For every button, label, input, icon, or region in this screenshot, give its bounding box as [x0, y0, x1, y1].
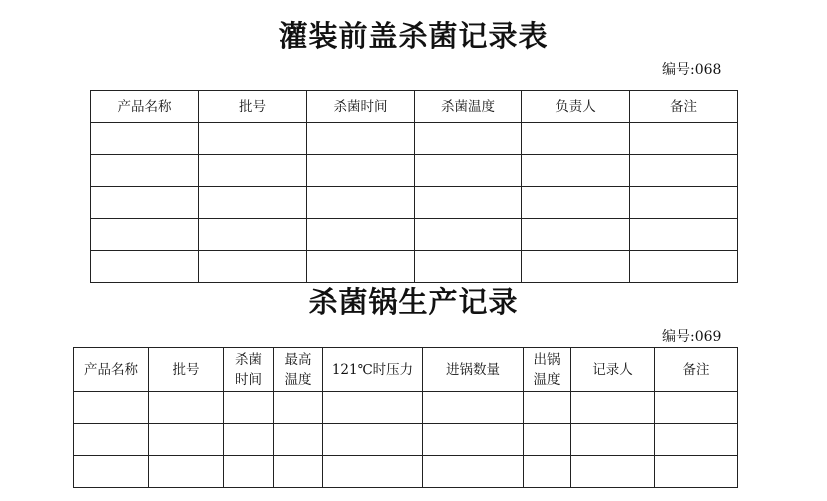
blank-cell: [524, 456, 571, 488]
column-header: 产品名称: [91, 91, 199, 123]
blank-cell: [224, 456, 274, 488]
column-header-line1: 出锅: [533, 351, 561, 368]
blank-cell: [74, 456, 149, 488]
blank-cell: [415, 123, 522, 155]
column-header: [224, 348, 274, 392]
blank-cell: [522, 123, 630, 155]
column-header: 批号: [199, 91, 307, 123]
column-header-line1: 杀菌: [235, 351, 262, 368]
blank-cell: [91, 123, 199, 155]
blank-cell: [323, 424, 423, 456]
blank-cell: [307, 251, 415, 283]
column-header: 杀菌时间: [307, 91, 415, 123]
blank-cell: [74, 424, 149, 456]
blank-cell: [522, 155, 630, 187]
column-header-line1: 121℃时压力: [331, 361, 414, 378]
blank-cell: [415, 155, 522, 187]
blank-cell: [524, 424, 571, 456]
form1-title: 灌装前盖杀菌记录表: [278, 19, 549, 53]
column-header: [74, 348, 149, 392]
blank-cell: [199, 219, 307, 251]
column-header: [423, 348, 524, 392]
blank-cell: [91, 155, 199, 187]
blank-cell: [415, 251, 522, 283]
blank-cell: [274, 392, 323, 424]
blank-cell: [91, 251, 199, 283]
header-row: [74, 348, 738, 392]
blank-cell: [423, 456, 524, 488]
blank-cell: [630, 251, 738, 283]
column-header-line1: 批号: [172, 361, 200, 378]
blank-cell: [524, 392, 571, 424]
column-header-line2: 温度: [533, 371, 561, 388]
column-header: [323, 348, 423, 392]
blank-cell: [630, 219, 738, 251]
table-row: [91, 251, 738, 283]
retort-production-table: [73, 347, 738, 488]
blank-cell: [307, 187, 415, 219]
blank-cell: [571, 424, 655, 456]
blank-cell: [149, 392, 224, 424]
column-header-line1: 产品名称: [84, 361, 138, 378]
column-header-line1: 记录人: [592, 361, 633, 378]
blank-cell: [522, 187, 630, 219]
column-header-line2: 时间: [235, 371, 262, 388]
blank-cell: [655, 424, 738, 456]
column-header: 备注: [630, 91, 738, 123]
blank-cell: [571, 392, 655, 424]
blank-cell: [199, 123, 307, 155]
table-row: [91, 219, 738, 251]
blank-cell: [199, 251, 307, 283]
form1-code: 编号:068: [662, 62, 722, 78]
blank-cell: [423, 392, 524, 424]
blank-cell: [571, 456, 655, 488]
blank-cell: [199, 155, 307, 187]
column-header: [571, 348, 655, 392]
form2-title: 杀菌锅生产记录: [308, 285, 519, 319]
blank-cell: [307, 123, 415, 155]
blank-cell: [224, 392, 274, 424]
blank-cell: [149, 456, 224, 488]
blank-cell: [274, 424, 323, 456]
blank-cell: [74, 392, 149, 424]
table-row: [74, 392, 738, 424]
blank-cell: [323, 392, 423, 424]
blank-cell: [307, 219, 415, 251]
column-header: 负责人: [522, 91, 630, 123]
blank-cell: [91, 187, 199, 219]
table-row: [74, 424, 738, 456]
form2-code: 编号:069: [662, 329, 722, 345]
table-row: [91, 187, 738, 219]
blank-cell: [199, 187, 307, 219]
blank-cell: [323, 456, 423, 488]
header-row: [91, 91, 738, 123]
blank-cell: [655, 456, 738, 488]
blank-cell: [655, 392, 738, 424]
blank-cell: [630, 187, 738, 219]
blank-cell: [630, 155, 738, 187]
table-row: [91, 155, 738, 187]
column-header: 杀菌温度: [415, 91, 522, 123]
blank-cell: [522, 251, 630, 283]
column-header: [655, 348, 738, 392]
blank-cell: [522, 219, 630, 251]
table-row: [74, 456, 738, 488]
blank-cell: [224, 424, 274, 456]
sterilization-record-table: [90, 90, 738, 283]
column-header: [524, 348, 571, 392]
blank-cell: [149, 424, 224, 456]
blank-cell: [423, 424, 524, 456]
blank-cell: [307, 155, 415, 187]
table-row: [91, 123, 738, 155]
column-header-line1: 备注: [682, 361, 710, 378]
blank-cell: [415, 187, 522, 219]
column-header-line1: 进锅数量: [446, 361, 500, 378]
column-header-line2: 温度: [284, 371, 312, 388]
column-header-line1: 最高: [284, 351, 312, 368]
blank-cell: [91, 219, 199, 251]
column-header: [274, 348, 323, 392]
blank-cell: [630, 123, 738, 155]
blank-cell: [274, 456, 323, 488]
blank-cell: [415, 219, 522, 251]
column-header: [149, 348, 224, 392]
